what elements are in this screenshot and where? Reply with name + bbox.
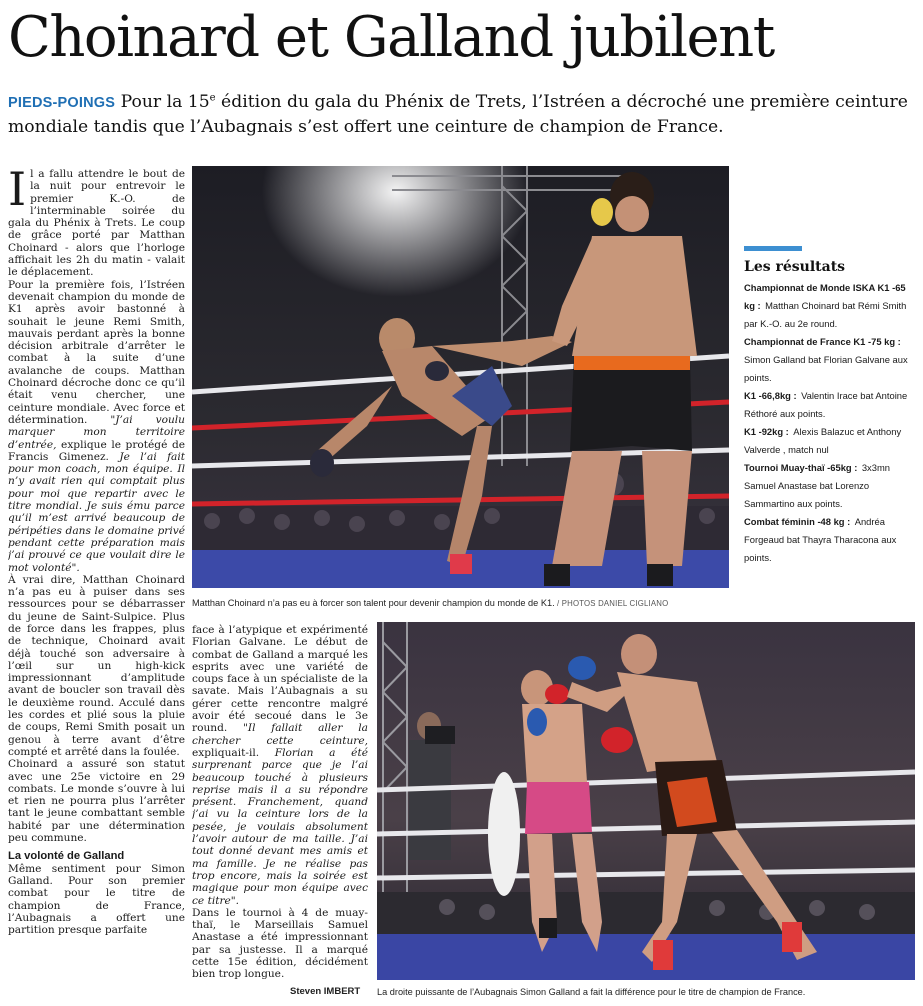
- result-item: [744, 332, 916, 386]
- photo-2-caption: La droite puissante de l’Aubagnais Simon Galland a fait la différence pour le titre de champion de France.: [377, 987, 806, 997]
- quote-choinard-2: Je l’ai fait pour mon coach, mon équipe. Il n’y avait rien qui comptait plus pour moi que repartir avec le titre mondial. Je suis ému parce qu’il m’est arrivé beaucoup de péripéties dans le domaine privé pendant cette préparation mais j’ai prouvé ce que voulait dire le mot volonté".: [8, 450, 185, 574]
- quote-galland-1: "Il fallait aller la chercher cette ceinture,: [192, 722, 368, 747]
- col1-paragraph-3: À vrai dire, Matthan Choinard n’a pas eu à puiser dans ses ressources pour se débarrasser du jeune de Saint-Sulpice. Plus de force dans les frappes, plus de technique, Choinard avait déjà touché son adversaire à l’œil sur un high-kick impressionnant d’amplitude avant de boucler son travail dès le deuxième round. Acculé dans les cordes et plié sous la pluie de coups, Remi Smith posait un genou à terre avant d’être compté et arrêté dans la foulée.: [8, 573, 185, 758]
- standfirst: [8, 90, 918, 139]
- photo-2-illustration: [377, 622, 915, 980]
- article-column-1: [8, 168, 185, 1002]
- quote-galland-2: Florian a été surprenant parce que je l’ai beaucoup touché à plusieurs reprise mais il a su répondre présent. Franchement, quand j’ai vu la ceinture lors de la pesée, je voulais absolument l’avoir autour de ma taille. J’ai tout donné devant mes amis et ma famille. Je ne réalise pas trop encore, mais la soirée est magique pour mon équipe avec ce titre".: [192, 746, 368, 907]
- photo-1-caption-text: Matthan Choinard n’a pas eu à forcer son talent pour devenir champion du monde de K1.: [192, 598, 555, 608]
- quote-choinard-1: "J’ai voulu marquer mon territoire d’entrée,: [8, 413, 185, 451]
- result-item: [744, 512, 916, 566]
- result-category: Championnat de France K1 -75 kg :: [744, 336, 901, 347]
- result-text: Simon Galland bat Florian Galvane aux points.: [744, 354, 908, 383]
- result-category: Championnat de Monde ISKA K1 -65 kg :: [744, 282, 906, 311]
- col1-paragraph-2b: explique le protégé de Francis Gimenez.: [8, 438, 185, 463]
- result-item: [744, 458, 916, 512]
- col2-paragraph-2: Dans le tournoi à 4 de muay-thaï, le Marseillais Samuel Anastase a été impressionnant par sa justesse. Il a marqué cette 15e édition, décidément bien trop longue.: [192, 906, 368, 981]
- photo-choinard-high-kick: [192, 166, 729, 588]
- result-category: K1 -66,8kg :: [744, 390, 797, 401]
- col1-paragraph-5: Même sentiment pour Simon Galland. Pour son premier combat pour le titre de champion de France, l’Aubagnais a offert une partition presque parfaite: [8, 862, 185, 937]
- headline: Choinard et Galland jubilent: [8, 5, 774, 70]
- result-text: Valentin Irace bat Antoine Réthoré aux points.: [744, 390, 908, 419]
- results-box: [744, 246, 916, 566]
- col1-paragraph-1: l a fallu attendre le bout de la nuit pour entrevoir le premier K.-O. de l’interminable soirée du gala du Phénix à Trets. Le coup de grâce porté par Matthan Choinard - alors que l’horloge affichait les 2h du matin - valait le déplacement.: [8, 168, 185, 279]
- result-category: Tournoi Muay-thaï -65kg :: [744, 462, 858, 473]
- result-item: [744, 422, 916, 458]
- photo-1-illustration: [192, 166, 729, 588]
- kicker: PIEDS-POINGS: [8, 95, 116, 111]
- result-text: 3x3mn Samuel Anastase bat Lorenzo Sammartino aux points.: [744, 462, 890, 509]
- col1-paragraph-4: Choinard a assuré son statut avec une 25e victoire en 29 combats. Le monde s’ouvre à lui et rien ne pourra plus l’arrêter tant le jeune combattant semble habité par une détermination peu commune.: [8, 758, 185, 845]
- drop-cap: I: [8, 168, 27, 216]
- subhead: La volonté de Galland: [8, 850, 125, 863]
- result-item: [744, 386, 916, 422]
- result-category: K1 -92kg :: [744, 426, 789, 437]
- photo-1-caption: [192, 597, 729, 610]
- photo-galland-punch: [377, 622, 915, 980]
- results-accent-bar: [744, 246, 802, 251]
- standfirst-sup: e: [209, 92, 216, 104]
- col2-paragraph-1b: expliquait-il.: [192, 746, 275, 759]
- byline: Steven IMBERT: [290, 986, 361, 997]
- col1-paragraph-2: Pour la première fois, l’Istréen devenait champion du monde de K1 après avoir bastonné à souhait le jeune Remi Smith, mauvais perdant après la bonne décision arbitrale d’arrêter le combat à la suite d’une avalanche de coups. Matthan Choinard décroche donc ce qu’il était venu chercher, une ceinture mondiale. Avec force et détermination.: [8, 278, 185, 426]
- result-text: Andréa Forgeaud bat Thayra Tharacona aux points.: [744, 516, 897, 563]
- article-column-2: [192, 624, 368, 984]
- result-item: [744, 278, 916, 332]
- result-category: Combat féminin -48 kg :: [744, 516, 851, 527]
- standfirst-text-a: Pour la 15: [120, 92, 210, 112]
- col2-paragraph-1: face à l’atypique et expérimenté Florian Galvane. Le début de combat de Galland a marqué les esprits avec une variété de coups face à un spécialiste de la savate. Mais l’Aubagnais a su gérer cette rencontre malgré avoir été secoué dans le 3e round.: [192, 624, 368, 735]
- standfirst-text-b: édition du gala du Phénix de Trets, l’Istréen a décroché une première ceinture mondiale tandis que l’Aubagnais s’est offert une ceinture de champion de France.: [8, 92, 908, 137]
- photo-credit: / PHOTOS DANIEL CIGLIANO: [554, 599, 669, 608]
- result-text: Matthan Choinard bat Rémi Smith par K.-O. au 2e round.: [744, 300, 907, 329]
- results-title: Les résultats: [744, 259, 846, 275]
- result-text: Alexis Balazuc et Anthony Valverde , match nul: [744, 426, 902, 455]
